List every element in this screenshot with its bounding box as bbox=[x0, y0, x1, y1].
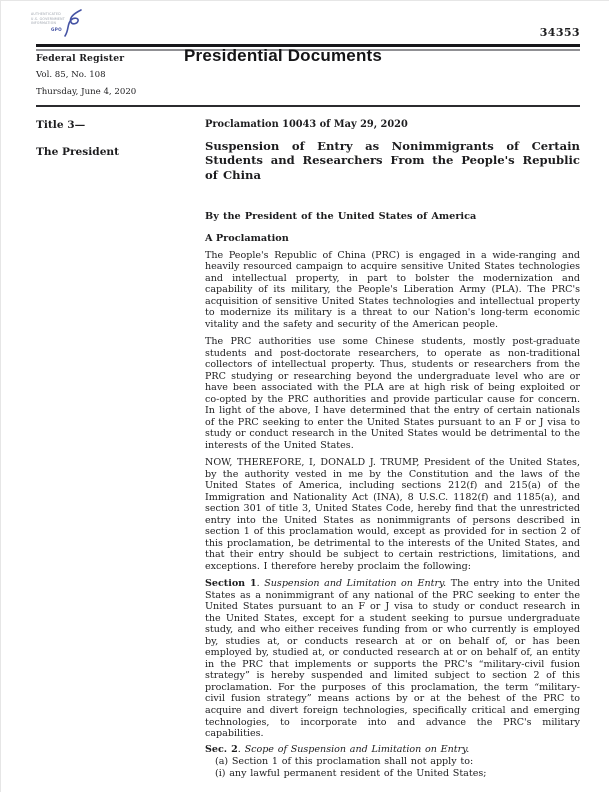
byline: By the President of the United States of America bbox=[205, 211, 477, 223]
section-separator: . bbox=[237, 744, 245, 756]
proclamation-subheading: A Proclamation bbox=[205, 233, 289, 245]
title-number: Title 3— bbox=[36, 119, 86, 131]
section-2-label: Sec. 2 bbox=[205, 744, 238, 756]
document-body bbox=[205, 119, 580, 780]
gpo-eagle-icon bbox=[59, 8, 85, 38]
masthead bbox=[36, 53, 191, 97]
gpo-authenticated-logo bbox=[29, 8, 85, 40]
masthead-bottom-rule bbox=[36, 105, 580, 107]
paragraph: The PRC authorities use some Chinese students, mostly post-graduate students and post-doctorate researchers, to operate as non-traditional collectors of intellectual property. Thus, students or researchers from the PRC studying or researching beyond the undergraduate level who are or have been associated with the PLA are at high risk of being exploited or co-opted by the PRC authorities and provide particular cause for concern. In light of the above, I have determined that the entry of certain nationals of the PRC seeking to enter the United States pursuant to an F or J visa to study or conduct research in the United States would be detrimental to the interests of the United States. bbox=[205, 336, 580, 451]
volume-number: Vol. 85, No. 108 bbox=[36, 70, 106, 80]
section-1 bbox=[205, 578, 580, 740]
paragraph: NOW, THEREFORE, I, DONALD J. TRUMP, President of the United States, by the authority vested in me by the Constitution and the laws of the United States of America, including sections 212(f) and 215(a) of the Immigration and Nationality Act (INA), 8 U.S.C. 1182(f) and 1185(a), and section 301 of title 3, United States Code, hereby find that the unrestricted entry into the United States as nonimmigrants of persons described in section 1 of this proclamation would, except as provided for in section 2 of this proclamation, be detrimental to the interests of the United States, and that their entry should be subject to certain restrictions, limitations, and exceptions. I therefore hereby proclaim the following: bbox=[205, 457, 580, 572]
gpo-logo-label: GPO bbox=[51, 27, 62, 32]
paragraph: The People's Republic of China (PRC) is engaged in a wide-ranging and heavily resourced campaign to acquire sensitive United States technologies and intellectual property, in part to bolster the modernization and capability of its military, the People's Liberation Army (PLA). The PRC's acquisition of sensitive United States technologies and intellectual property to modernize its military is a threat to our Nation's long-term economic vitality and the safety and security of the American people. bbox=[205, 249, 580, 330]
publication-name: Federal Register bbox=[36, 53, 125, 64]
section-1-text: The entry into the United States as a nonimmigrant of any national of the PRC seeking to enter the United States pursuant to an F or J visa to study or conduct research in the United States, except for a student seeking to pursue undergraduate study, and who either receives funding from or who currently is employed by, studies at, or conducts research at or on behalf of, or has been employed by, studied at, or conducted research at or on behalf of, an entity in the PRC that implements or supports the PRC's “military-civil fusion strategy” is hereby suspended and limited subject to section 2 of this proclamation. For the purposes of this proclamation, the term “military-civil fusion strategy” means actions by or at the behest of the PRC to acquire and divert foreign technologies, specifically critical and emerging technologies, to incorporate into and advance the PRC's military capabilities. bbox=[205, 577, 581, 740]
proclamation-number-line: Proclamation 10043 of May 29, 2020 bbox=[205, 119, 408, 130]
page-number: 34353 bbox=[539, 26, 580, 39]
gpo-logo-line: AUTHENTICATED bbox=[31, 12, 61, 16]
section-1-heading: Suspension and Limitation on Entry. bbox=[264, 577, 447, 589]
document-title: Suspension of Entry as Nonimmigrants of Certain Students and Researchers From the People's Republic of China bbox=[205, 139, 580, 182]
section-2-item-i: (i) any lawful permanent resident of the United States; bbox=[215, 768, 487, 780]
title-sidebar bbox=[36, 119, 176, 158]
section-2-item-a: (a) Section 1 of this proclamation shall not apply to: bbox=[215, 756, 474, 768]
gpo-logo-line: INFORMATION bbox=[31, 21, 57, 26]
section-2-heading: Scope of Suspension and Limitation on Entry. bbox=[244, 744, 470, 756]
section-1-label: Section 1 bbox=[205, 577, 257, 589]
section-2 bbox=[205, 744, 580, 756]
issue-date: Thursday, June 4, 2020 bbox=[36, 87, 137, 97]
title-name: The President bbox=[36, 146, 120, 158]
section-heading: Presidential Documents bbox=[184, 46, 383, 65]
gpo-logo-line: U.S. GOVERNMENT bbox=[31, 16, 65, 21]
section-separator: . bbox=[256, 577, 265, 589]
